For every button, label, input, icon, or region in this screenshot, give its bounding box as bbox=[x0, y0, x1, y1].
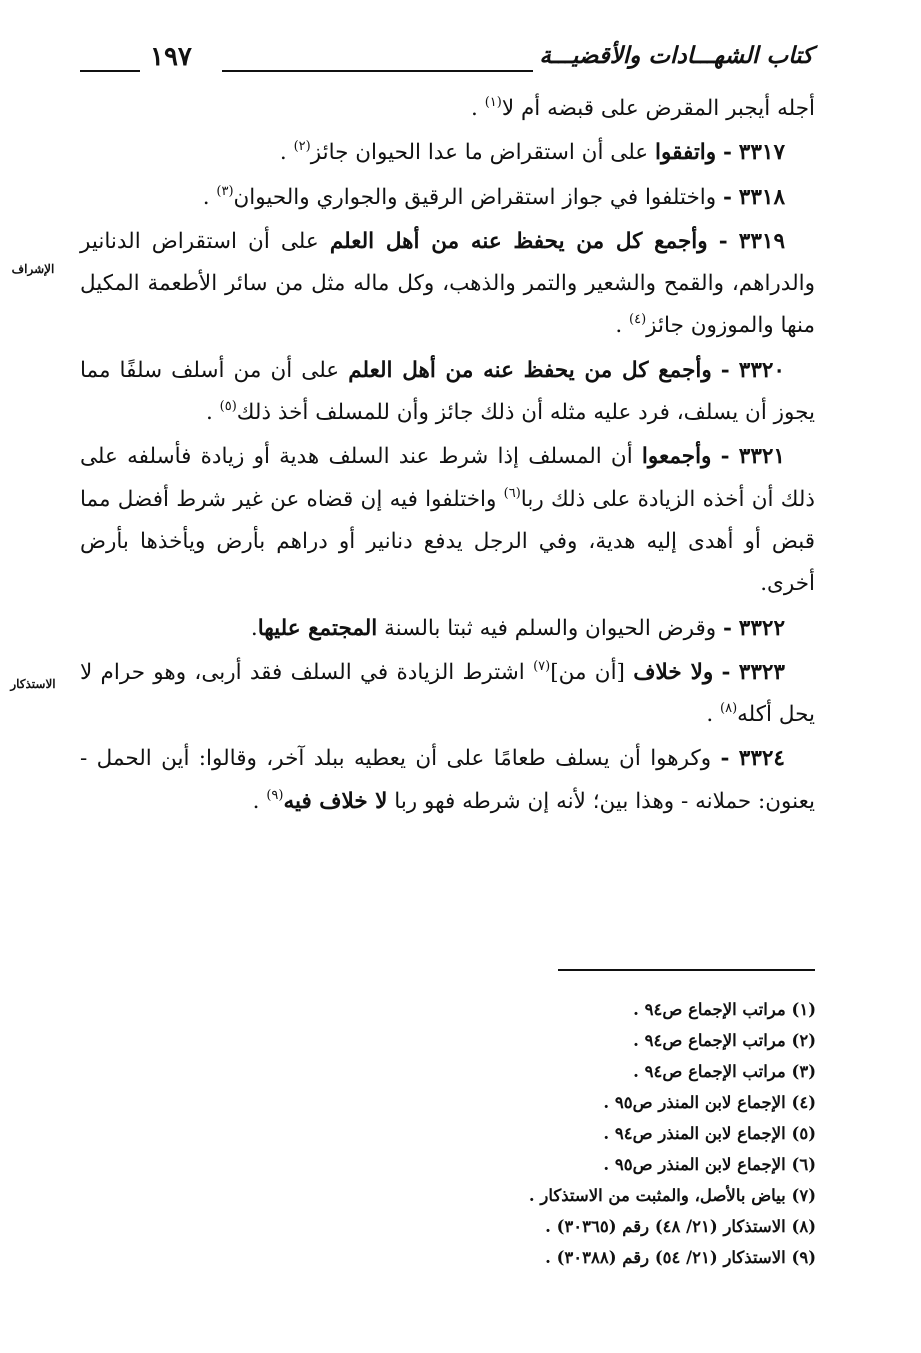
paragraph-3318 bbox=[80, 177, 815, 219]
dash: - bbox=[723, 615, 732, 641]
paragraph-continuation bbox=[80, 88, 815, 130]
paragraph-end: . bbox=[250, 615, 258, 641]
paragraph-3321 bbox=[80, 436, 815, 605]
bracketed-insertion: [أن من] bbox=[550, 659, 625, 685]
footnote-ref: (٥) bbox=[219, 399, 237, 415]
footnote-3: (٣) مراتب الإجماع ص٩٤ . bbox=[633, 1062, 816, 1081]
bold-phrase: لا خلاف فيه bbox=[283, 788, 388, 814]
paragraph-text: واختلفوا في جواز استقراض الرقيق والجواري والحيوان bbox=[233, 184, 717, 210]
footnote-2: (٢) مراتب الإجماع ص٩٤ . bbox=[633, 1031, 816, 1050]
paragraph-text-continued: واختلفوا فيه إن قضاه عن غير شرط أفضل مما قبض أو أهدى إليه هدية، وفي الرجل يدفع دنانير أو دراهم بأرض ويأخذها بأرض أخرى. bbox=[80, 486, 815, 597]
paragraph-text: أن المسلف إذا شرط عند السلف هدية أو زيادة فأسلفه على ذلك أن أخذه الزيادة على ذلك ربا bbox=[80, 444, 815, 512]
paragraph-end: . bbox=[706, 702, 714, 728]
paragraph-text: وكرهوا أن يسلف طعامًا على أن يعطيه ببلد آخر، وقالوا: أين الحمل - يعنون: حملانه - وهذا بين؛ لأنه إن شرطه فهو ربا bbox=[80, 746, 815, 814]
footnote-ref: (٨) bbox=[720, 701, 738, 717]
bold-lead: واتفقوا bbox=[654, 140, 717, 166]
footnote-ref: (١) bbox=[484, 95, 502, 110]
footnote-4: (٤) الإجماع لابن المنذر ص٩٥ . bbox=[603, 1093, 816, 1112]
footnote-ref: (٧) bbox=[533, 658, 551, 674]
dash: - bbox=[720, 444, 730, 470]
dash: - bbox=[723, 140, 732, 166]
paragraph-number: ٣٣١٧ bbox=[738, 140, 785, 166]
footnote-6: (٦) الإجماع لابن المنذر ص٩٥ . bbox=[603, 1155, 816, 1174]
body-text bbox=[80, 88, 815, 823]
dash: - bbox=[720, 357, 730, 383]
footnote-ref: (٤) bbox=[629, 312, 647, 328]
footnote-9: (٩) الاستذكار (٢١/ ٥٤) رقم (٣٠٣٨٨) . bbox=[545, 1248, 816, 1267]
footnote-separator bbox=[558, 969, 815, 971]
paragraph-text: أجله أيجبر المقرض على قبضه أم لا bbox=[501, 96, 815, 121]
paragraph-end: . bbox=[615, 313, 623, 339]
paragraph-end: . bbox=[202, 184, 210, 210]
paragraph-text: على أن من أسلف سلفًا مما يجوز أن يسلف، فرد عليه مثله أن ذلك جائز وأن للمسلف أخذ ذلك bbox=[80, 357, 815, 426]
bold-lead: وأجمع كل من يحفظ عنه من أهل العلم bbox=[329, 228, 708, 254]
footnote-7: (٧) بياض بالأصل، والمثبت من الاستذكار . bbox=[528, 1186, 816, 1205]
paragraph-3323 bbox=[80, 652, 815, 737]
paragraph-3317 bbox=[80, 132, 815, 174]
bold-lead: وأجمع كل من يحفظ عنه من أهل العلم bbox=[348, 357, 712, 383]
paragraph-end: . bbox=[205, 400, 213, 426]
paragraph-number: ٣٣٢٢ bbox=[738, 615, 785, 641]
footnote-8: (٨) الاستذكار (٢١/ ٤٨) رقم (٣٠٣٦٥) . bbox=[545, 1217, 816, 1236]
paragraph-text: على أن استقراض الدنانير والدراهم، والقمح والشعير والتمر والذهب، وكل ماله مثل من سائر الأطعمة المكيل منها والموزون جائز bbox=[80, 228, 815, 339]
footnote-ref: (٣) bbox=[216, 183, 234, 199]
margin-note-istidhkar: الاستذكار bbox=[10, 677, 56, 691]
paragraph-end: . bbox=[279, 140, 287, 166]
paragraph-end: . bbox=[471, 96, 478, 121]
paragraph-number: ٣٣٢٣ bbox=[738, 659, 785, 685]
footnotes bbox=[300, 994, 816, 1273]
dash: - bbox=[721, 659, 731, 685]
bold-phrase: المجتمع عليها bbox=[257, 615, 378, 641]
paragraph-text: على أن استقراض ما عدا الحيوان جائز bbox=[310, 140, 649, 166]
paragraph-number: ٣٣١٨ bbox=[738, 184, 785, 210]
header-rule-short bbox=[80, 70, 140, 72]
paragraph-text: اشترط الزيادة في السلف فقد أربى، وهو حرام لا يحل أكله bbox=[80, 659, 815, 728]
paragraph-3322 bbox=[80, 608, 815, 650]
paragraph-number: ٣٣١٩ bbox=[738, 228, 785, 254]
dash: - bbox=[723, 184, 732, 210]
paragraph-number: ٣٣٢٤ bbox=[738, 746, 785, 772]
footnote-ref: (٢) bbox=[293, 139, 311, 155]
bold-lead: ولا خلاف bbox=[633, 659, 714, 685]
paragraph-number: ٣٣٢١ bbox=[738, 444, 785, 470]
footnote-1: (١) مراتب الإجماع ص٩٤ . bbox=[633, 1000, 816, 1019]
dash: - bbox=[718, 228, 728, 254]
paragraph-number: ٣٣٢٠ bbox=[738, 357, 785, 383]
footnote-ref: (٩) bbox=[266, 787, 284, 803]
dash: - bbox=[720, 746, 730, 772]
footnote-5: (٥) الإجماع لابن المنذر ص٩٤ . bbox=[603, 1124, 816, 1143]
paragraph-text: وقرض الحيوان والسلم فيه ثبتا بالسنة bbox=[384, 615, 717, 641]
margin-note-ishraf: الإشراف bbox=[11, 262, 55, 276]
footnote-ref: (٦) bbox=[503, 485, 521, 501]
bold-lead: وأجمعوا bbox=[641, 444, 712, 470]
header-rule bbox=[222, 70, 533, 72]
paragraph-3319 bbox=[80, 221, 815, 348]
paragraph-3320 bbox=[80, 350, 815, 435]
paragraph-3324 bbox=[80, 738, 815, 823]
paragraph-end: . bbox=[252, 788, 260, 814]
running-title: كتاب الشهـــادات والأقضيـــة bbox=[539, 42, 813, 69]
page-number: ١٩٧ bbox=[150, 42, 192, 72]
